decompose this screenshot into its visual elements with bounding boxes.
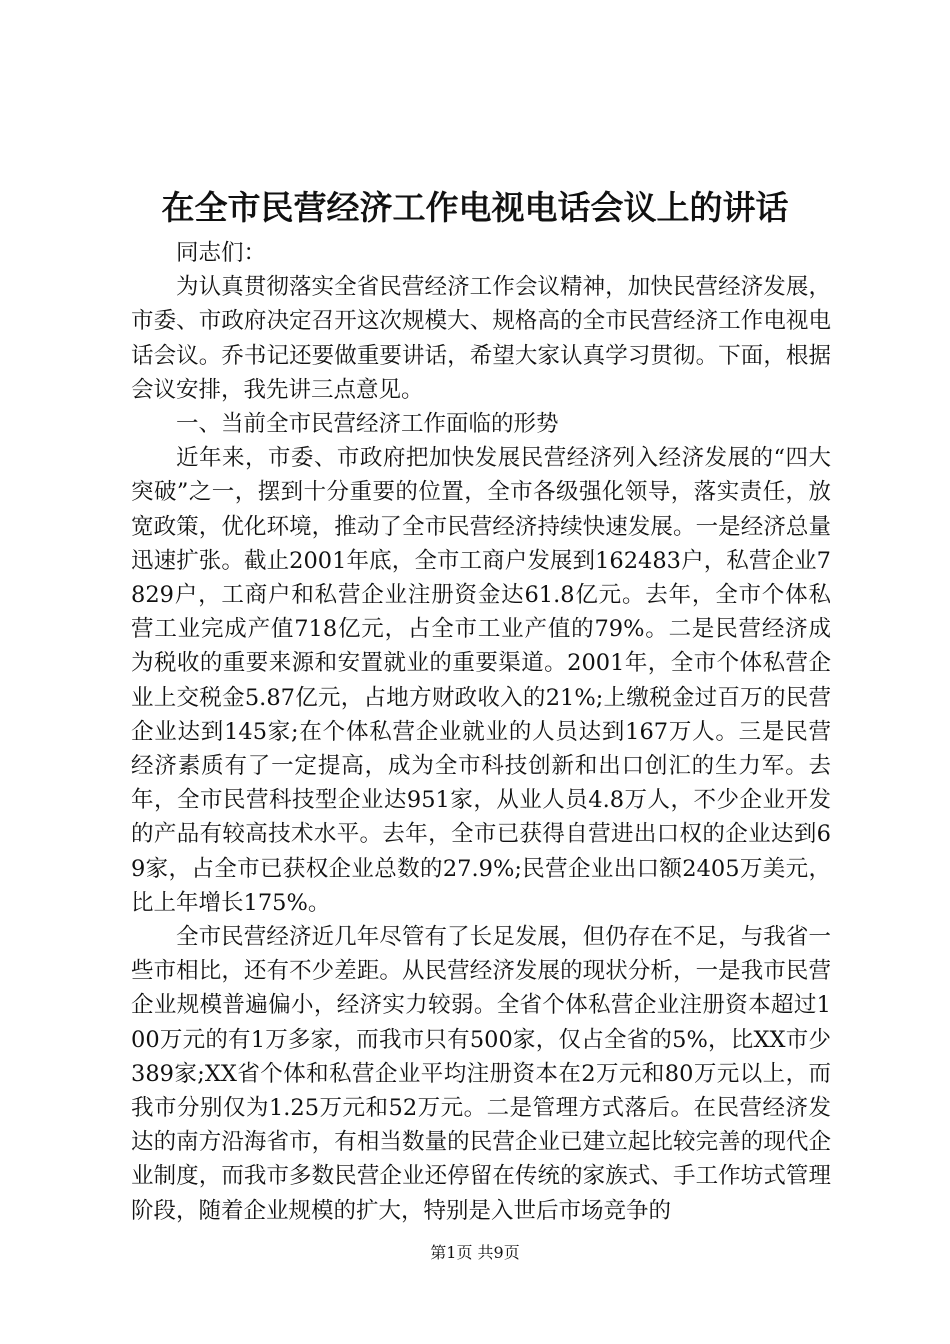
salutation: 同志们： — [176, 240, 267, 266]
page-footer: 第1页 共9页 — [430, 1243, 520, 1262]
paragraph-shortcomings: 全市民营经济近几年尽管有了长足发展，但仍存在不足，与我省一些市相比，还有不少差距。从民营经济发展的现状分析，一是我市民营企业规模普遍偏小，经济实力较弱。全省个体私营企业注册资本超过100万元的有1万多家，而我市只有500家，仅占全省的5%，比XX市少389家;XX省个体和私营企业平均注册资本在2万元和80万元以上，而我市分别仅为1.25万元和52万元。二是管理方式落后。在民营经济发达的南方沿海省市，有相当数量的民营企业已建立起比较完善的现代企业制度，而我市多数民营企业还停留在传统的家族式、手工作坊式管理阶段，随着企业规模的扩大，特别是入世后市场竞争的 — [131, 924, 831, 1224]
section-heading: 一、当前全市民营经济工作面临的形势 — [176, 411, 559, 438]
document-body — [131, 236, 831, 1228]
document-title: 在全市民营经济工作电视电话会议上的讲话 — [161, 188, 789, 227]
paragraph-intro: 为认真贯彻落实全省民营经济工作会议精神，加快民营经济发展，市委、市政府决定召开这次规模大、规格高的全市民营经济工作电视电话会议。乔书记还要做重要讲话，希望大家认真学习贯彻。下面，根据会议安排，我先讲三点意见。 — [131, 274, 831, 403]
paragraph-achievements: 近年来，市委、市政府把加快发展民营经济列入经济发展的“四大突破”之一，摆到十分重要的位置，全市各级强化领导，落实责任，放宽政策，优化环境，推动了全市民营经济持续快速发展。一是经济总量迅速扩张。截止2001年底，全市工商户发展到162483户，私营企业7829户，工商户和私营企业注册资金达61.8亿元。去年，全市个体私营工业完成产值718亿元，占全市工业产值的79%。二是民营经济成为税收的重要来源和安置就业的重要渠道。2001年，全市个体私营企业上交税金5.87亿元，占地方财政收入的21%;上缴税金过百万的民营企业达到145家;在个体私营企业就业的人员达到167万人。三是民营经济素质有了一定提高，成为全市科技创新和出口创汇的生力军。去年，全市民营科技型企业达951家，从业人员4.8万人，不少企业开发的产品有较高技术水平。去年，全市已获得自营进出口权的企业达到69家，占全市已获权企业总数的27.9%;民营企业出口额2405万美元，比上年增长175%。 — [131, 445, 831, 916]
